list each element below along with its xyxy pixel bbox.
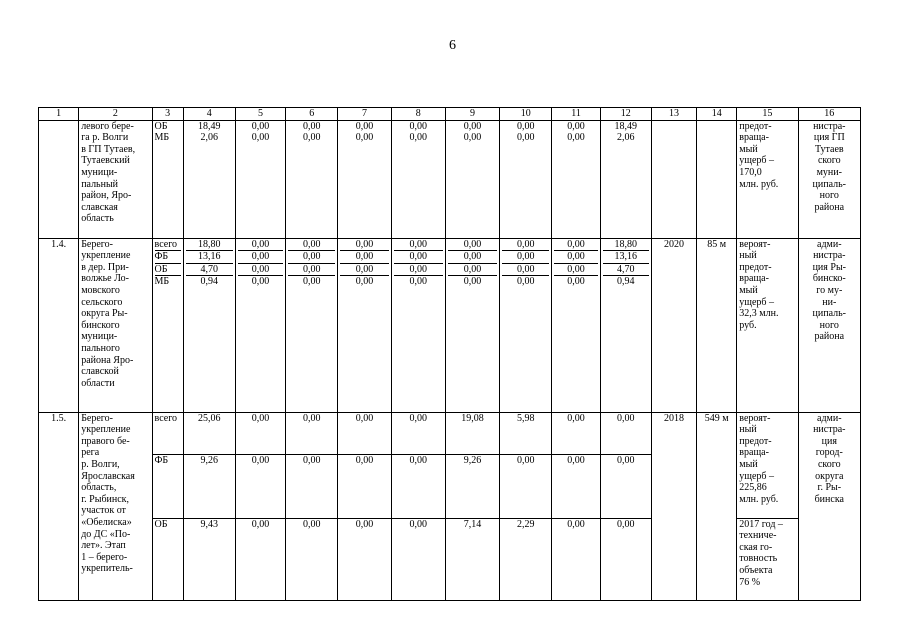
amount: 2,06 <box>617 132 635 144</box>
col-header: 12 <box>600 108 651 121</box>
amount-cell <box>338 238 391 412</box>
size-cell: 85 м <box>697 238 737 412</box>
amount: 0,00 <box>567 276 585 288</box>
amount: 13,16 <box>186 251 233 264</box>
amount: 0,00 <box>463 120 482 132</box>
amount: 19,08 <box>445 412 499 454</box>
amount: 0,00 <box>394 264 443 277</box>
funding-source: всего <box>152 412 183 454</box>
amount: 0,00 <box>394 251 443 264</box>
amount: 0,00 <box>251 120 270 132</box>
amount-cell <box>600 120 651 238</box>
size-cell <box>697 120 737 238</box>
amount: 0,00 <box>502 251 549 264</box>
col-header: 15 <box>737 108 798 121</box>
funding-source: ФБ <box>155 251 181 264</box>
amount-cell <box>552 120 600 238</box>
table-row <box>39 238 861 412</box>
amount: 9,26 <box>183 454 235 518</box>
col-header: 16 <box>798 108 860 121</box>
amount: 0,00 <box>303 132 321 144</box>
amount: 0,00 <box>517 132 535 144</box>
executor-cell: адми- нистра- ция Ры- бинско- го му- ни- ципаль- ного района <box>798 238 860 412</box>
col-header: 3 <box>152 108 183 121</box>
item-number <box>39 120 79 238</box>
amount: 0,00 <box>409 132 428 144</box>
amount: 9,26 <box>445 454 499 518</box>
table-row <box>39 120 861 238</box>
funding-source: МБ <box>154 132 170 144</box>
amount: 4,70 <box>186 264 233 277</box>
amount: 0,00 <box>517 120 535 132</box>
amount: 0,00 <box>409 120 428 132</box>
amount: 0,00 <box>303 276 321 288</box>
amount-cell <box>600 238 651 412</box>
amount: 0,00 <box>340 264 388 277</box>
page-number: 6 <box>449 38 456 53</box>
executor-cell: нистра- ция ГП Тутаев ского муни- ципаль- ного района <box>798 120 860 238</box>
amount-cell <box>552 238 600 412</box>
size-cell: 549 м <box>697 412 737 600</box>
amount: 0,94 <box>200 276 219 288</box>
amount: 18,80 <box>186 239 233 252</box>
amount: 0,00 <box>235 518 285 600</box>
amount: 0,00 <box>409 276 428 288</box>
amount-cell <box>500 120 552 238</box>
col-header: 11 <box>552 108 600 121</box>
amount: 0,00 <box>552 518 600 600</box>
amount: 5,98 <box>500 412 552 454</box>
item-number: 1.5. <box>39 412 79 600</box>
funding-source: ОБ <box>154 120 168 132</box>
col-header: 6 <box>286 108 338 121</box>
amount: 0,00 <box>600 412 651 454</box>
amount: 0,00 <box>448 251 497 264</box>
year-cell: 2018 <box>651 412 696 600</box>
amount: 0,00 <box>338 412 391 454</box>
column-number-row <box>39 108 861 121</box>
amount: 0,00 <box>554 251 597 264</box>
amount-cell <box>500 238 552 412</box>
amount: 0,00 <box>567 132 585 144</box>
amount: 0,00 <box>235 454 285 518</box>
amount: 0,00 <box>340 239 388 252</box>
amount: 7,14 <box>445 518 499 600</box>
amount: 0,00 <box>235 412 285 454</box>
col-header: 14 <box>697 108 737 121</box>
amount: 0,00 <box>338 518 391 600</box>
amount: 2,29 <box>500 518 552 600</box>
amount: 0,00 <box>251 132 270 144</box>
amount: 18,49 <box>198 120 221 132</box>
amount: 0,00 <box>567 120 585 132</box>
result-cell: вероят- ный предот- враща- мый ущерб – 225,86 млн. руб. <box>737 412 798 518</box>
table-row <box>39 412 861 454</box>
col-header: 9 <box>445 108 499 121</box>
amount-cell <box>445 120 499 238</box>
col-header: 8 <box>391 108 445 121</box>
amount: 0,00 <box>552 454 600 518</box>
amount: 2,06 <box>200 132 219 144</box>
col-header: 5 <box>235 108 285 121</box>
amount: 18,49 <box>614 120 637 132</box>
amount: 0,00 <box>552 412 600 454</box>
result-cell: вероят- ный предот- враща- мый ущерб – 32,3 млн. руб. <box>737 238 798 412</box>
result-cell: предот- враща- мый ущерб – 170,0 млн. руб. <box>737 120 798 238</box>
amount: 0,00 <box>340 251 388 264</box>
amount: 0,00 <box>288 239 335 252</box>
amount: 13,16 <box>603 251 649 264</box>
result-cell: 2017 год – техниче- ская го- товность объекта 76 % <box>737 518 798 600</box>
funding-source: МБ <box>154 276 170 288</box>
amount: 0,00 <box>286 518 338 600</box>
amount: 0,00 <box>600 518 651 600</box>
amount: 0,00 <box>448 264 497 277</box>
col-header: 7 <box>338 108 391 121</box>
funding-source: ФБ <box>152 454 183 518</box>
table-row <box>39 518 861 600</box>
amount-cell <box>235 238 285 412</box>
funding-source: всего <box>155 239 181 252</box>
amount-cell <box>286 238 338 412</box>
amount-cell <box>183 120 235 238</box>
amount: 0,00 <box>355 120 374 132</box>
amount: 0,00 <box>502 239 549 252</box>
year-cell <box>651 120 696 238</box>
amount: 0,00 <box>238 251 283 264</box>
col-header: 2 <box>79 108 152 121</box>
program-table <box>38 107 861 601</box>
amount: 0,00 <box>391 518 445 600</box>
item-description: левого бере- га р. Волги в ГП Тутаев, Тутаевский муници- пальный район, Яро- славская область <box>79 120 152 238</box>
amount: 0,00 <box>238 264 283 277</box>
amount: 0,00 <box>502 264 549 277</box>
item-description: Берего- укрепление правого бе- рега р. Волги, Ярославская область, г. Рыбинск, участок от «Обелиска» до ДС «По- лет». Этап 1 – берего- укрепитель- <box>79 412 152 600</box>
amount-cell <box>183 238 235 412</box>
amount: 0,00 <box>286 454 338 518</box>
amount: 0,00 <box>554 239 597 252</box>
amount: 18,80 <box>603 239 649 252</box>
amount: 0,00 <box>338 454 391 518</box>
amount: 0,00 <box>303 120 321 132</box>
amount-cell <box>391 238 445 412</box>
col-header: 13 <box>651 108 696 121</box>
amount: 0,94 <box>617 276 635 288</box>
amount: 0,00 <box>391 412 445 454</box>
amount-cell <box>235 120 285 238</box>
amount: 9,43 <box>183 518 235 600</box>
funding-source-cell <box>152 120 183 238</box>
amount: 0,00 <box>554 264 597 277</box>
year-cell: 2020 <box>651 238 696 412</box>
funding-source: ОБ <box>152 518 183 600</box>
amount: 0,00 <box>500 454 552 518</box>
amount: 0,00 <box>463 276 482 288</box>
amount: 0,00 <box>517 276 535 288</box>
funding-source-cell <box>152 238 183 412</box>
col-header: 10 <box>500 108 552 121</box>
item-description: Берего- укрепление в дер. При- волжье Ло- мовского сельского округа Ры- бинского муници- пального района Яро- славской области <box>79 238 152 412</box>
item-number: 1.4. <box>39 238 79 412</box>
executor-cell: адми- нистра- ция город- ского округа г. Ры- бинска <box>798 412 860 600</box>
amount: 0,00 <box>288 251 335 264</box>
amount: 4,70 <box>603 264 649 277</box>
amount: 0,00 <box>600 454 651 518</box>
amount: 0,00 <box>238 239 283 252</box>
funding-source: ОБ <box>155 264 181 277</box>
amount: 0,00 <box>448 239 497 252</box>
amount: 0,00 <box>355 132 374 144</box>
amount-cell <box>338 120 391 238</box>
amount: 0,00 <box>394 239 443 252</box>
amount: 0,00 <box>251 276 270 288</box>
col-header: 1 <box>39 108 79 121</box>
amount: 0,00 <box>286 412 338 454</box>
amount: 0,00 <box>288 264 335 277</box>
amount-cell <box>445 238 499 412</box>
amount-cell <box>391 120 445 238</box>
amount: 0,00 <box>463 132 482 144</box>
amount: 0,00 <box>391 454 445 518</box>
amount: 25,06 <box>183 412 235 454</box>
amount-cell <box>286 120 338 238</box>
amount: 0,00 <box>355 276 374 288</box>
col-header: 4 <box>183 108 235 121</box>
